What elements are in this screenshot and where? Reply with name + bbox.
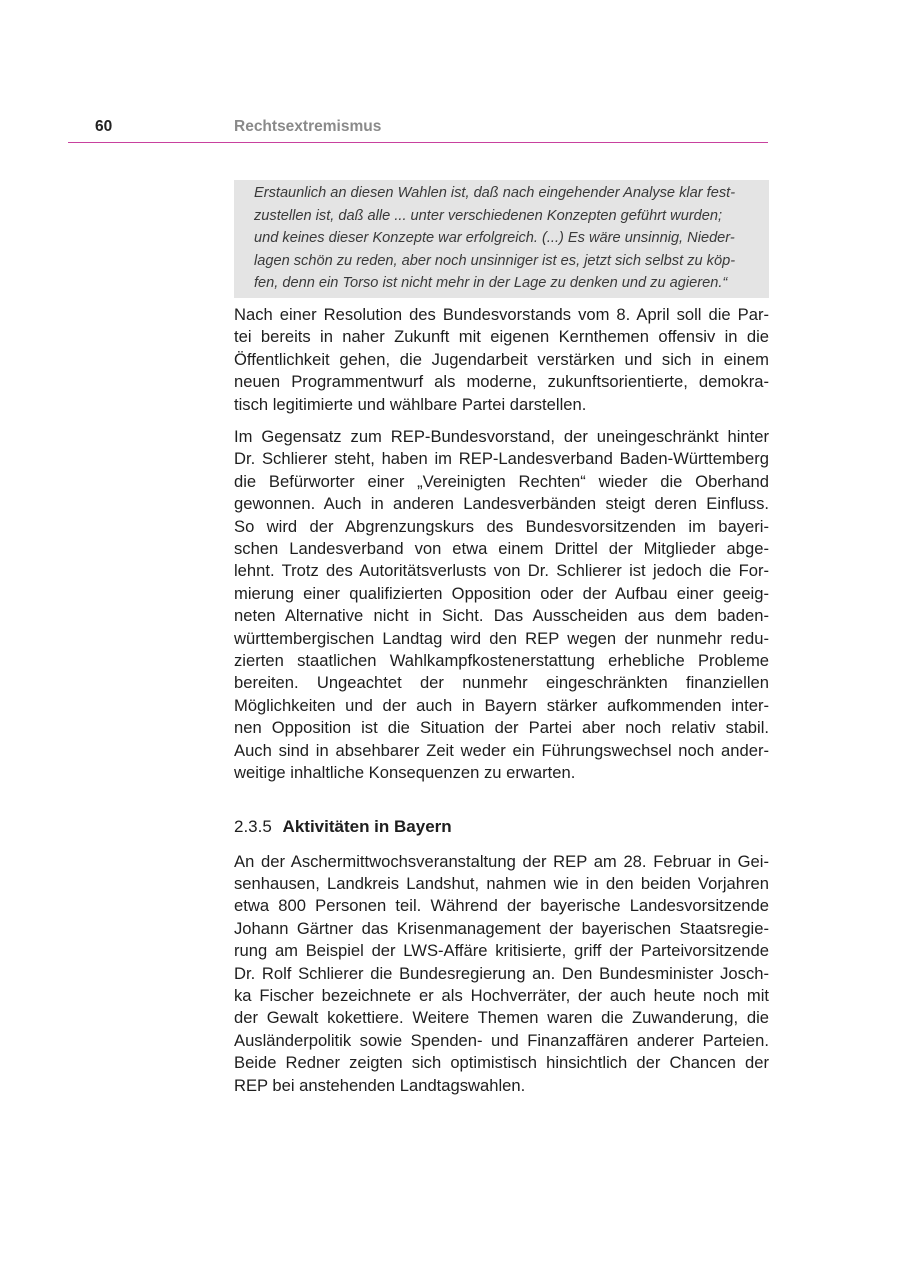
quote-line: fen, denn ein Torso ist nicht mehr in der Lage zu denken und zu agieren.“ (254, 275, 728, 292)
text-line: Möglichkeiten und der auch in Bayern stärker aufkommenden inter- (234, 695, 769, 715)
text-line: württembergischen Landtag wird den REP wegen der nunmehr redu- (234, 628, 769, 648)
quote-line: zustellen ist, daß alle ... unter verschiedenen Konzepten geführt wurden; (254, 207, 723, 224)
text-line: Johann Gärtner das Krisenmanagement der bayerischen Staatsregie- (234, 918, 769, 938)
quote-line: lagen schön zu reden, aber noch unsinniger ist es, jetzt sich selbst zu köp- (254, 252, 736, 269)
text-line: ka Fischer bezeichnete er als Hochverräter, der auch heute noch mit (234, 985, 769, 1005)
text-line: lehnt. Trotz des Autoritätsverlusts von Dr. Schlierer ist jedoch die For- (234, 561, 769, 581)
page-content (234, 180, 769, 1107)
text-line: gewonnen. Auch in anderen Landesverbänden steigt deren Einfluss. (234, 494, 769, 514)
text-line: senhausen, Landkreis Landshut, nahmen wie in den beiden Vorjahren (234, 873, 769, 893)
paragraph-resolution (234, 304, 769, 416)
text-line: tei bereits in naher Zukunft mit eigenen Kernthemen offensiv in die (234, 327, 769, 347)
quote-line: Erstaunlich an diesen Wahlen ist, daß nach eingehender Analyse klar fest- (254, 185, 736, 201)
text-line: nen Opposition ist die Situation der Partei aber noch relativ stabil. (234, 718, 769, 738)
text-line: tisch legitimierte und wählbare Partei darstellen. (234, 394, 587, 414)
text-line: Dr. Schlierer steht, haben im REP-Landesverband Baden-Württemberg (234, 449, 769, 469)
text-line: weitige inhaltliche Konsequenzen zu erwarten. (234, 763, 576, 783)
text-line: neuen Programmentwurf als moderne, zukunftsorientierte, demokra- (234, 372, 769, 392)
running-title: Rechtsextremismus (234, 118, 382, 135)
text-line: Im Gegensatz zum REP-Bundesvorstand, der uneingeschränkt hinter (234, 427, 769, 446)
text-line: Auch sind in absehbarer Zeit weder ein Führungswechsel noch ander- (234, 740, 769, 760)
text-line: zierten staatlichen Wahlkampfkostenerstattung erhebliche Probleme (234, 651, 769, 671)
section-number: 2.3.5 (234, 816, 272, 836)
text-line: Ausländerpolitik sowie Spenden- und Finanzaffären anderer Parteien. (234, 1030, 769, 1050)
text-line: die Befürworter einer „Vereinigten Rechten“ wieder die Oberhand (234, 471, 769, 491)
page-number: 60 (95, 118, 113, 135)
quote-line: und keines dieser Konzepte war erfolgreich. (...) Es wäre unsinnig, Nieder- (254, 230, 735, 247)
text-line: REP bei anstehenden Landtagswahlen. (234, 1075, 526, 1095)
text-line: schen Landesverband von etwa einem Drittel der Mitglieder abge- (234, 539, 769, 559)
page-header (68, 118, 768, 143)
text-line: Nach einer Resolution des Bundesvorstands vom 8. April soll die Par- (234, 304, 769, 324)
paragraph-aschermittwoch (234, 851, 769, 1097)
section-title: Aktivitäten in Bayern (282, 816, 452, 836)
text-line: der Gewalt kokettiere. Weitere Themen waren die Zuwanderung, die (234, 1008, 769, 1028)
text-line: So wird der Abgrenzungskurs des Bundesvorsitzenden im bayeri- (234, 516, 769, 536)
quote-block (234, 180, 769, 298)
text-line: rung am Beispiel der LWS-Affäre kritisierte, griff der Parteivorsitzende (234, 941, 769, 961)
text-line: bereiten. Ungeachtet der nunmehr eingeschränkten finanziellen (234, 673, 769, 693)
section-heading (234, 815, 769, 839)
paragraph-landesverband (234, 426, 769, 785)
text-line: mierung einer qualifizierten Opposition oder der Aufbau einer geeig- (234, 583, 769, 603)
text-line: Dr. Rolf Schlierer die Bundesregierung an. Den Bundesminister Josch- (234, 963, 769, 983)
text-line: etwa 800 Personen teil. Während der bayerische Landesvorsitzende (234, 896, 769, 916)
text-line: neten Alternative nicht in Sicht. Das Ausscheiden aus dem baden- (234, 606, 769, 626)
text-line: Beide Redner zeigten sich optimistisch hinsichtlich der Chancen der (234, 1053, 769, 1073)
text-line: An der Aschermittwochsveranstaltung der REP am 28. Februar in Gei- (234, 851, 769, 871)
text-line: Öffentlichkeit gehen, die Jugendarbeit verstärken und sich in einem (234, 349, 769, 369)
